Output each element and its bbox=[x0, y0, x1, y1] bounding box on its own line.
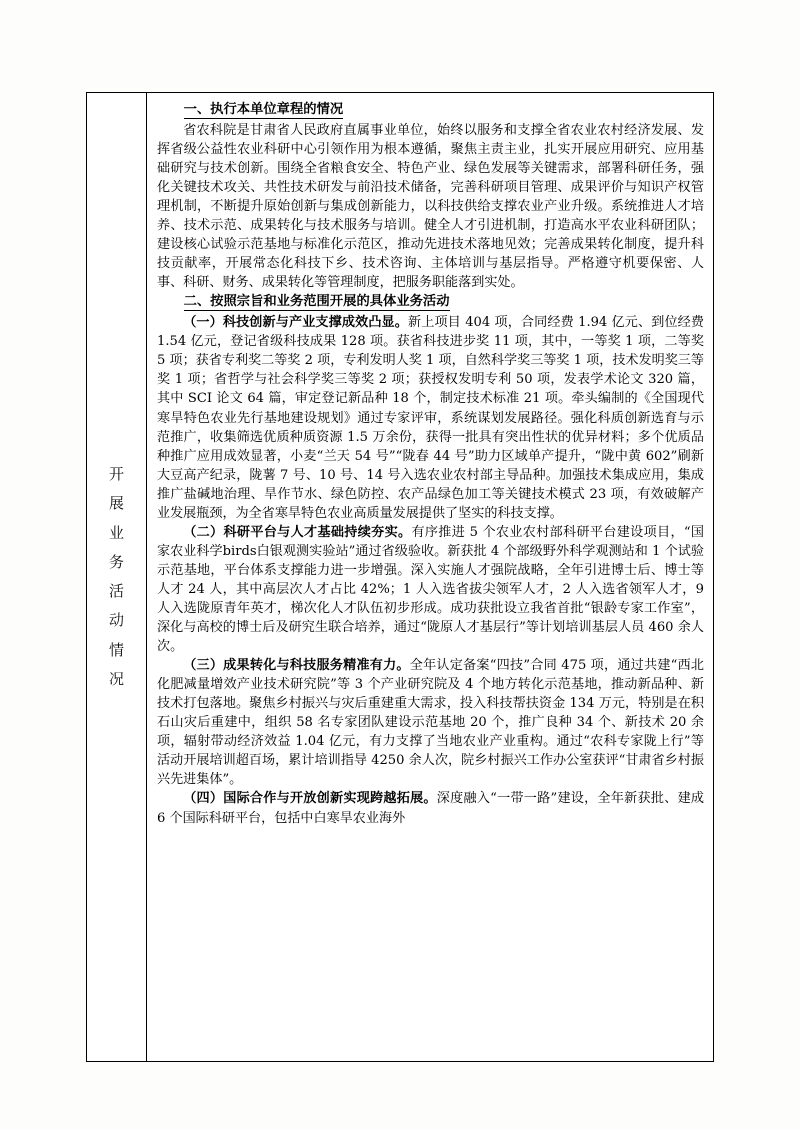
section-2-heading-text: 二、按照宗旨和业务范围开展的具体业务活动 bbox=[183, 294, 450, 310]
row-header-char-7: 情 bbox=[108, 640, 124, 659]
subsection-1-body: 新上项目 404 项，合同经费 1.94 亿元、到位经费 1.54 亿元，登记省级科技成果 128 项。获省科技进步奖 11 项，其中，一等奖 1 项，二等奖 5 项；获省专利奖二等奖 2 项，专利发明人奖 1 项，自然科学奖三等奖 1 项，技术发明奖三等奖 1 项；省哲学与社会科学奖三等奖 2 项；获授权发明专利 50 项，发表学术论文 320 篇，其中 SCI 论文 64 篇，审定登记新品种 18 个，制定技术标准 21 项。牵头编制的《全国现代寒旱特色农业先行基地建设规划》通过专家评审，系统谋划发展路径。强化科质创新选育与示范推广，收集筛选优质种质资源 1.5 万余份，获得一批具有突出性状的优异材料；多个优质品种推广应用成效显著，小麦“兰天 54 号”“陇春 44 号”助力区域单产提升，“陇中黄 602”刷新大豆高产纪录，陇薯 7 号、10 号、14 号入选农业农村部主导品种。加强技术集成应用，集成推广盐碱地治理、旱作节水、绿色防控、农产品绿色加工等关键技术模式 23 项，有效破解产业发展瓶颈，为全省寒旱特色农业高质量发展提供了坚实的科技支撑。 bbox=[157, 315, 704, 521]
subsection-2-title: （二）科研平台与人才基础持续夯实。 bbox=[183, 524, 412, 540]
subsection-2 bbox=[157, 523, 704, 656]
row-header-label bbox=[109, 460, 124, 694]
subsection-3-body: 全年认定备案“四技”合同 475 项，通过共建“西北化肥减量增效产业技术研究院”等 3 个产业研究院及 4 个地方转化示范基地，推动新品种、新技术打包落地。聚焦乡村振兴与灾后重建重大需求，投入科技帮扶资金 134 万元，特别是在积石山灾后重建中，组织 58 名专家团队建设示范基地 20 个，推广良种 34 个、新技术 20 余项，辐射带动经济效益 1.04 亿元，有力支撑了当地农业产业重构。通过“农科专家陇上行”等活动开展培训超百场，累计培训指导 4250 余人次，院乡村振兴工作办公室获评“甘肃省乡村振兴先进集体”。 bbox=[157, 658, 704, 788]
subsection-4 bbox=[157, 789, 704, 827]
subsection-1-title: （一）科技创新与产业支撑成效凸显。 bbox=[183, 315, 408, 331]
row-header-char-4: 务 bbox=[108, 552, 124, 571]
row-header-char-2: 展 bbox=[108, 494, 124, 513]
section-1-heading bbox=[157, 100, 704, 120]
subsection-4-title: （四）国际合作与开放创新实现跨越拓展。 bbox=[183, 791, 437, 807]
row-header-char-5: 活 bbox=[108, 582, 124, 600]
subsection-3-title: （三）成果转化与科技服务精准有力。 bbox=[183, 658, 410, 674]
content-cell bbox=[147, 93, 713, 1061]
row-header-char-1: 开 bbox=[108, 465, 124, 483]
subsection-1 bbox=[157, 313, 704, 523]
row-header-char-6: 动 bbox=[108, 611, 124, 630]
subsection-4-body: 深度融入“一带一路”建设，全年新获批、建成 6 个国际科研平台，包括中白寒旱农业海外 bbox=[157, 791, 705, 826]
section-2-heading bbox=[157, 292, 704, 312]
subsection-3 bbox=[157, 656, 704, 789]
section-1-paragraph: 省农科院是甘肃省人民政府直属事业单位，始终以服务和支撑全省农业农村经济发展、发挥省级公益性农业科研中心引领作用为根本遵循，聚焦主责主业，扎实开展应用研究、应用基础研究与技术创新。围绕全省粮食安全、特色产业、绿色发展等关键需求，部署科研任务，强化关键技术攻关、共性技术研发与前沿技术储备，完善科研项目管理、成果评价与知识产权管理机制，不断提升原始创新与集成创新能力，以科技供给支撑农业产业升级。系统推进人才培养、技术示范、成果转化与技术服务与培训。健全人才引进机制，打造高水平农业科研团队；建设核心试验示范基地与标准化示范区，推动先进技术落地见效；完善成果转化制度，提升科技贡献率，开展常态化科技下乡、技术咨询、主体培训与基层指导。严格遵守机要保密、人事、科研、财务、成果转化等管理制度，把服务职能落到实处。 bbox=[157, 122, 704, 291]
row-header-char-8: 况 bbox=[108, 669, 124, 688]
subsection-2-body: 有序推进 5 个农业农村部科研平台建设项目，“国家农业科学birds白银观测实验站”通过省级验收。新获批 4 个部级野外科学观测站和 1 个试验示范基地，平台体系支撑能力进一步增强。深入实施人才强院战略，全年引进博士后、博士等人才 24 人，其中高层次人才占比 42%；1 人入选省拔尖领军人才，2 人入选省领军人才，9 人入选陇原青年英才，梯次化人才队伍初步形成。成功获批设立我省首批“银龄专家工作室”，深化与高校的博士后及研究生联合培养，通过“陇原人才基层行”等计划培训基层人员 460 余人次。 bbox=[157, 524, 705, 655]
row-header-char-3: 业 bbox=[108, 523, 124, 542]
row-header-cell bbox=[87, 93, 147, 1061]
section-1-heading-text: 一、执行本单位章程的情况 bbox=[183, 102, 344, 117]
content-table bbox=[86, 92, 714, 1062]
